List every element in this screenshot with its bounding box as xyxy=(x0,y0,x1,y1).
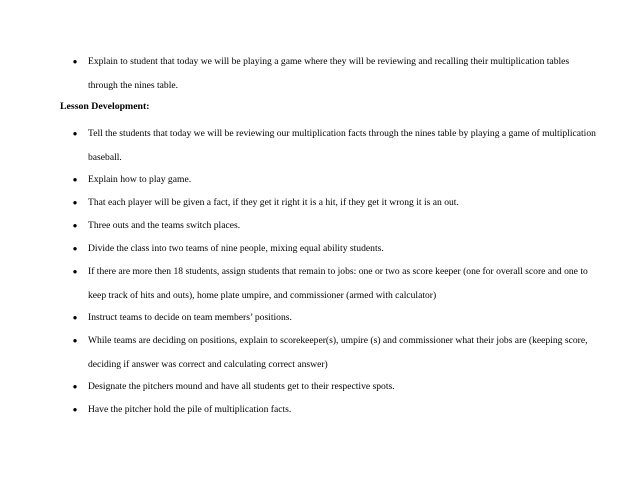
bullet-icon: ● xyxy=(72,198,78,207)
bullet-icon: ● xyxy=(72,313,78,322)
bullet-icon: ● xyxy=(72,405,78,414)
list-item-text: Designate the pitchers mound and have all students get to their respective spots. xyxy=(88,381,395,392)
list-item-text: Three outs and the teams switch places. xyxy=(88,220,241,231)
bullet-icon: ● xyxy=(72,129,78,138)
list-item-text: Explain how to play game. xyxy=(88,174,192,185)
list-item-text: Have the pitcher hold the pile of multiplication facts. xyxy=(88,404,292,415)
list-item-text: While teams are deciding on positions, explain to scorekeeper(s), umpire (s) and commissioner what their jobs are (keeping score, deciding if answer was correct and calculating correct answer) xyxy=(88,335,588,370)
bullet-icon: ● xyxy=(72,382,78,391)
bullet-icon: ● xyxy=(72,221,78,230)
list-item-text: Divide the class into two teams of nine people, mixing equal ability students. xyxy=(88,243,384,254)
bullet-icon: ● xyxy=(72,57,78,66)
bullet-icon: ● xyxy=(72,336,78,345)
list-item-text: That each player will be given a fact, if they get it right it is a hit, if they get it wrong it is an out. xyxy=(88,197,459,208)
bullet-icon: ● xyxy=(72,244,78,253)
section-heading: Lesson Development: xyxy=(60,101,150,112)
list-item-text: Explain to student that today we will be playing a game where they will be reviewing and recalling their multiplication tables through the nines table. xyxy=(88,56,570,91)
bullet-icon: ● xyxy=(72,175,78,184)
list-item-text: Tell the students that today we will be reviewing our multiplication facts through the nines table by playing a game of multiplication baseball. xyxy=(88,128,596,163)
list-item-text: Instruct teams to decide on team members’ positions. xyxy=(88,312,292,323)
bullet-icon: ● xyxy=(72,267,78,276)
list-item-text: If there are more then 18 students, assign students that remain to jobs: one or two as score keeper (one for overall score and one to keep track of hits and outs), home plate umpire, and commissioner (armed with calculator) xyxy=(88,266,588,301)
